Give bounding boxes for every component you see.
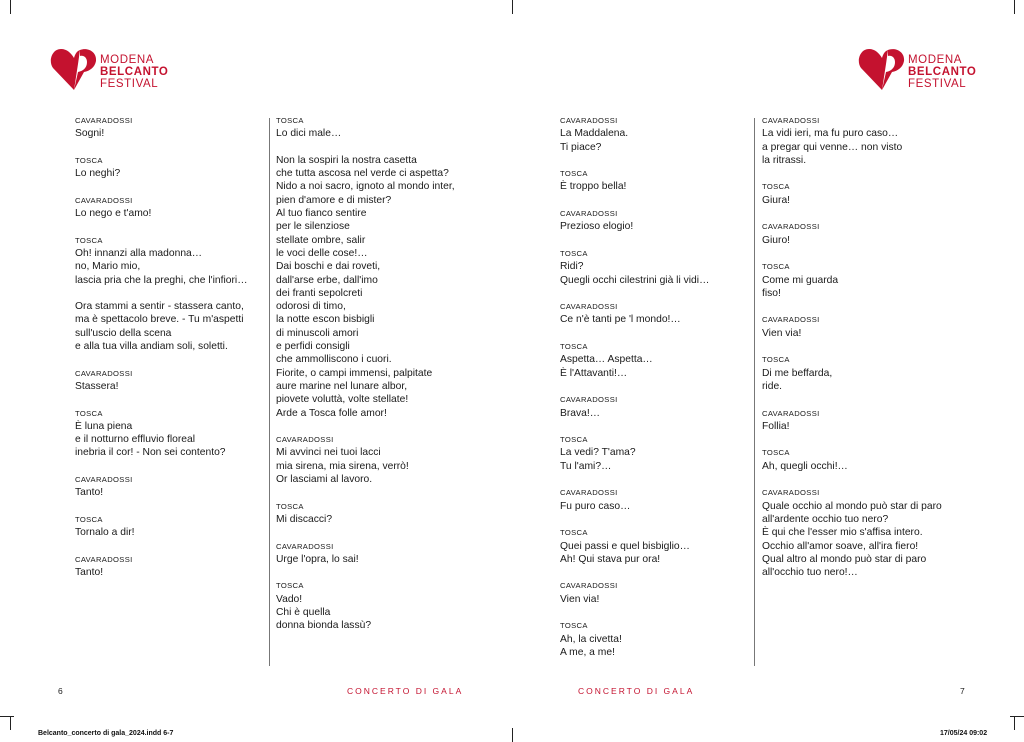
- dialogue-entry: [75, 367, 248, 394]
- libretto-column-3: [560, 114, 709, 672]
- verse-line: piovete voluttà, volte stellate!: [276, 394, 409, 406]
- verse-line: Qual altro al mondo può star di paro: [762, 553, 927, 565]
- speaker-name: TOSCA: [560, 621, 588, 631]
- speaker-name: CAVARADOSSI: [75, 116, 133, 125]
- verse-line: donna bionda lassù?: [276, 620, 372, 632]
- verse-line: che tutta ascosa nel verde ci aspetta?: [276, 168, 449, 180]
- verse-line: e alla tua villa andiam soli, soletti.: [75, 341, 228, 353]
- verse-line: Fiorite, o campi immensi, palpitate: [276, 367, 433, 379]
- dialogue-entry: [560, 433, 709, 473]
- speaker-name: CAVARADOSSI: [276, 435, 334, 445]
- dialogue-entry: [560, 526, 709, 566]
- crop-mark: [10, 716, 11, 730]
- verse-line: all'occhio tuo nero!…: [762, 567, 858, 579]
- crop-mark: [1014, 716, 1015, 730]
- verse-line: Quale occhio al mondo può star di paro: [762, 500, 942, 512]
- dialogue-entry: [75, 300, 248, 353]
- dialogue-entry: [75, 473, 248, 500]
- verse-line: Ora stammi a sentir - stassera canto,: [75, 301, 244, 313]
- page-number-left: 6: [58, 686, 63, 696]
- speaker-name: CAVARADOSSI: [560, 581, 618, 591]
- crop-mark: [1014, 0, 1015, 14]
- verse-line: Tanto!: [75, 567, 104, 579]
- verse-line: Lo nego e t'amo!: [75, 208, 152, 220]
- verse-line: odorosi di timo,: [276, 301, 346, 313]
- column-rule: [269, 118, 270, 666]
- brand-line-2: BELCANTO: [100, 66, 169, 78]
- speaker-name: CAVARADOSSI: [75, 475, 133, 485]
- verse-line: aure marine nel lunare albor,: [276, 380, 408, 392]
- dialogue-entry: [276, 540, 455, 567]
- speaker-name: TOSCA: [75, 235, 103, 245]
- speaker-name: TOSCA: [560, 342, 588, 352]
- dialogue-entry: [276, 500, 455, 527]
- dialogue-entry: [762, 446, 942, 473]
- verse-line: a pregar qui venne… non visto: [762, 141, 903, 153]
- verse-line: È luna piena: [75, 420, 133, 432]
- verse-line: Sogni!: [75, 128, 105, 140]
- dialogue-entry: [560, 579, 709, 606]
- running-title-right: CONCERTO DI GALA: [578, 686, 695, 696]
- dialogue-entry: [75, 553, 248, 580]
- verse-line: Occhio all'amor soave, all'ira fiero!: [762, 540, 919, 552]
- verse-line: di minuscoli amori: [276, 327, 359, 339]
- running-title-left: CONCERTO DI GALA: [347, 686, 464, 696]
- verse-line: Urge l'opra, lo sai!: [276, 553, 359, 565]
- speaker-name: TOSCA: [762, 182, 790, 192]
- heart-logo-icon: [50, 46, 98, 92]
- dialogue-entry: [560, 207, 709, 234]
- speaker-name: TOSCA: [276, 116, 304, 125]
- verse-line: Mi discacci?: [276, 513, 333, 525]
- verse-line: Prezioso elogio!: [560, 221, 634, 233]
- page-number-right: 7: [960, 686, 965, 696]
- dialogue-entry: [276, 114, 455, 141]
- verse-line: Tanto!: [75, 487, 104, 499]
- dialogue-entry: [560, 340, 709, 380]
- crop-mark: [1010, 716, 1024, 717]
- verse-line: le voci delle cose!…: [276, 247, 368, 259]
- speaker-name: TOSCA: [276, 501, 304, 511]
- brand-line-2: BELCANTO: [908, 66, 977, 78]
- verse-line: Come mi guarda: [762, 274, 839, 286]
- verse-line: inebria il cor! - Non sei contento?: [75, 447, 226, 459]
- speaker-name: TOSCA: [762, 355, 790, 365]
- verse-line: sull'uscio della scena: [75, 327, 172, 339]
- speaker-name: CAVARADOSSI: [276, 541, 334, 551]
- dialogue-entry: [75, 407, 248, 460]
- brand-line-1: MODENA: [100, 54, 155, 66]
- brand-line-3: FESTIVAL: [100, 78, 159, 90]
- dialogue-entry: [560, 114, 709, 154]
- libretto-column-4: [762, 114, 942, 593]
- speaker-name: TOSCA: [75, 514, 103, 524]
- festival-logo-right: [858, 46, 976, 96]
- verse-line: Dai boschi e dai roveti,: [276, 261, 381, 273]
- speaker-name: TOSCA: [75, 155, 103, 165]
- speaker-name: CAVARADOSSI: [75, 195, 133, 205]
- verse-line: e il notturno effluvio floreal: [75, 434, 196, 446]
- verse-line: dei franti sepolcreti: [276, 287, 363, 299]
- verse-line: Tu l'ami?…: [560, 460, 612, 472]
- verse-line: Arde a Tosca folle amor!: [276, 407, 387, 419]
- brand-line-1: MODENA: [908, 54, 963, 66]
- dialogue-entry: [560, 619, 709, 659]
- verse-line: Vien via!: [560, 593, 600, 605]
- dialogue-entry: [560, 300, 709, 327]
- verse-line: Stassera!: [75, 380, 119, 392]
- dialogue-entry: [276, 433, 455, 486]
- verse-line: Ce n'è tanti pe 'l mondo!…: [560, 314, 681, 326]
- verse-line: no, Mario mio,: [75, 261, 141, 273]
- crop-mark: [512, 0, 513, 14]
- verse-line: che ammolliscono i cuori.: [276, 354, 392, 366]
- speaker-name: CAVARADOSSI: [762, 488, 820, 498]
- crop-mark: [512, 728, 513, 742]
- verse-line: Ti piace?: [560, 141, 602, 153]
- libretto-column-2: [276, 114, 455, 646]
- verse-line: stellate ombre, salir: [276, 234, 366, 246]
- dialogue-entry: [762, 260, 942, 300]
- verse-line: Aspetta… Aspetta…: [560, 354, 653, 366]
- verse-line: la notte escon bisbigli: [276, 314, 375, 326]
- verse-line: Nido a noi sacro, ignoto al mondo inter,: [276, 181, 455, 193]
- dialogue-entry: [75, 154, 248, 181]
- verse-line: È l'Attavanti!…: [560, 367, 628, 379]
- crop-mark: [10, 0, 11, 14]
- column-rule: [754, 118, 755, 666]
- speaker-name: CAVARADOSSI: [762, 222, 820, 232]
- verse-line: Non la sospiri la nostra casetta: [276, 154, 417, 166]
- festival-logo-left: [50, 46, 168, 96]
- speaker-name: TOSCA: [560, 169, 588, 179]
- verse-line: Vado!: [276, 593, 303, 605]
- verse-line: Ah! Qui stava pur ora!: [560, 553, 661, 565]
- dialogue-entry: [762, 220, 942, 247]
- verse-line: dall'arse erbe, dall'imo: [276, 274, 378, 286]
- dialogue-entry: [762, 407, 942, 434]
- verse-line: Ah, la civetta!: [560, 633, 622, 645]
- verse-line: mia sirena, mia sirena, verrò!: [276, 460, 409, 472]
- speaker-name: CAVARADOSSI: [560, 302, 618, 312]
- heart-logo-icon: [858, 46, 906, 92]
- verse-line: Ah, quegli occhi!…: [762, 460, 848, 472]
- dialogue-entry: [762, 180, 942, 207]
- brand-line-3: FESTIVAL: [908, 78, 967, 90]
- verse-line: Quei passi e quel bisbiglio…: [560, 540, 690, 552]
- dialogue-entry: [75, 194, 248, 221]
- verse-line: Chi è quella: [276, 606, 331, 618]
- dialogue-entry: [560, 393, 709, 420]
- speaker-name: CAVARADOSSI: [560, 395, 618, 405]
- verse-line: Tornalo a dir!: [75, 527, 135, 539]
- verse-line: e perfidi consigli: [276, 341, 350, 353]
- verse-line: Al tuo fianco sentire: [276, 208, 367, 220]
- speaker-name: TOSCA: [560, 528, 588, 538]
- verse-line: Follia!: [762, 420, 790, 432]
- dialogue-entry: [276, 579, 455, 632]
- verse-line: Vien via!: [762, 327, 802, 339]
- speaker-name: CAVARADOSSI: [75, 368, 133, 378]
- speaker-name: CAVARADOSSI: [75, 554, 133, 564]
- verse-line: La vedi? T'ama?: [560, 447, 636, 459]
- slug-date: 17/05/24 09:02: [940, 730, 988, 737]
- verse-line: Fu puro caso…: [560, 500, 631, 512]
- verse-line: Oh! innanzi alla madonna…: [75, 247, 203, 259]
- dialogue-entry: [762, 486, 942, 579]
- verse-line: La Maddalena.: [560, 128, 629, 140]
- speaker-name: TOSCA: [276, 581, 304, 591]
- dialogue-entry: [276, 154, 455, 420]
- dialogue-entry: [560, 247, 709, 287]
- speaker-name: CAVARADOSSI: [762, 315, 820, 325]
- verse-line: la ritrassi.: [762, 154, 807, 166]
- verse-line: Lo dici male…: [276, 128, 342, 140]
- verse-line: A me, a me!: [560, 646, 615, 658]
- dialogue-entry: [75, 114, 248, 141]
- dialogue-entry: [75, 513, 248, 540]
- speaker-name: TOSCA: [762, 448, 790, 458]
- speaker-name: CAVARADOSSI: [762, 408, 820, 418]
- speaker-name: TOSCA: [560, 248, 588, 258]
- verse-line: all'ardente occhio tuo nero?: [762, 513, 889, 525]
- verse-line: Or lasciami al lavoro.: [276, 474, 373, 486]
- verse-line: La vidi ieri, ma fu puro caso…: [762, 128, 899, 140]
- crop-mark: [0, 716, 14, 717]
- speaker-name: TOSCA: [560, 435, 588, 445]
- verse-line: Giura!: [762, 194, 791, 206]
- speaker-name: CAVARADOSSI: [762, 116, 820, 125]
- speaker-name: CAVARADOSSI: [560, 488, 618, 498]
- verse-line: Mi avvinci nei tuoi lacci: [276, 447, 381, 459]
- verse-line: Brava!…: [560, 407, 601, 419]
- verse-line: ma è spettacolo breve. - Tu m'aspetti: [75, 314, 244, 326]
- dialogue-entry: [75, 234, 248, 287]
- verse-line: lascia pria che la preghi, che l'infiori…: [75, 274, 248, 286]
- verse-line: pien d'amore e di mister?: [276, 194, 392, 206]
- speaker-name: CAVARADOSSI: [560, 116, 618, 125]
- libretto-column-1: [75, 114, 248, 593]
- dialogue-entry: [560, 486, 709, 513]
- speaker-name: TOSCA: [75, 408, 103, 418]
- dialogue-entry: [762, 313, 942, 340]
- verse-line: Quegli occhi cilestrini già li vidi…: [560, 274, 710, 286]
- dialogue-entry: [762, 353, 942, 393]
- slug-filename: Belcanto_concerto di gala_2024.indd 6-7: [38, 730, 174, 737]
- verse-line: È troppo bella!: [560, 181, 627, 193]
- verse-line: ride.: [762, 380, 783, 392]
- verse-line: Di me beffarda,: [762, 367, 833, 379]
- verse-line: Giuro!: [762, 234, 791, 246]
- dialogue-entry: [560, 167, 709, 194]
- speaker-name: TOSCA: [762, 262, 790, 272]
- verse-line: Ridi?: [560, 261, 584, 273]
- dialogue-entry: [762, 114, 942, 167]
- speaker-name: CAVARADOSSI: [560, 209, 618, 219]
- verse-line: È qui che l'esser mio s'affisa intero.: [762, 527, 923, 539]
- verse-line: per le silenziose: [276, 221, 350, 233]
- verse-line: fiso!: [762, 287, 781, 299]
- verse-line: Lo neghi?: [75, 168, 121, 180]
